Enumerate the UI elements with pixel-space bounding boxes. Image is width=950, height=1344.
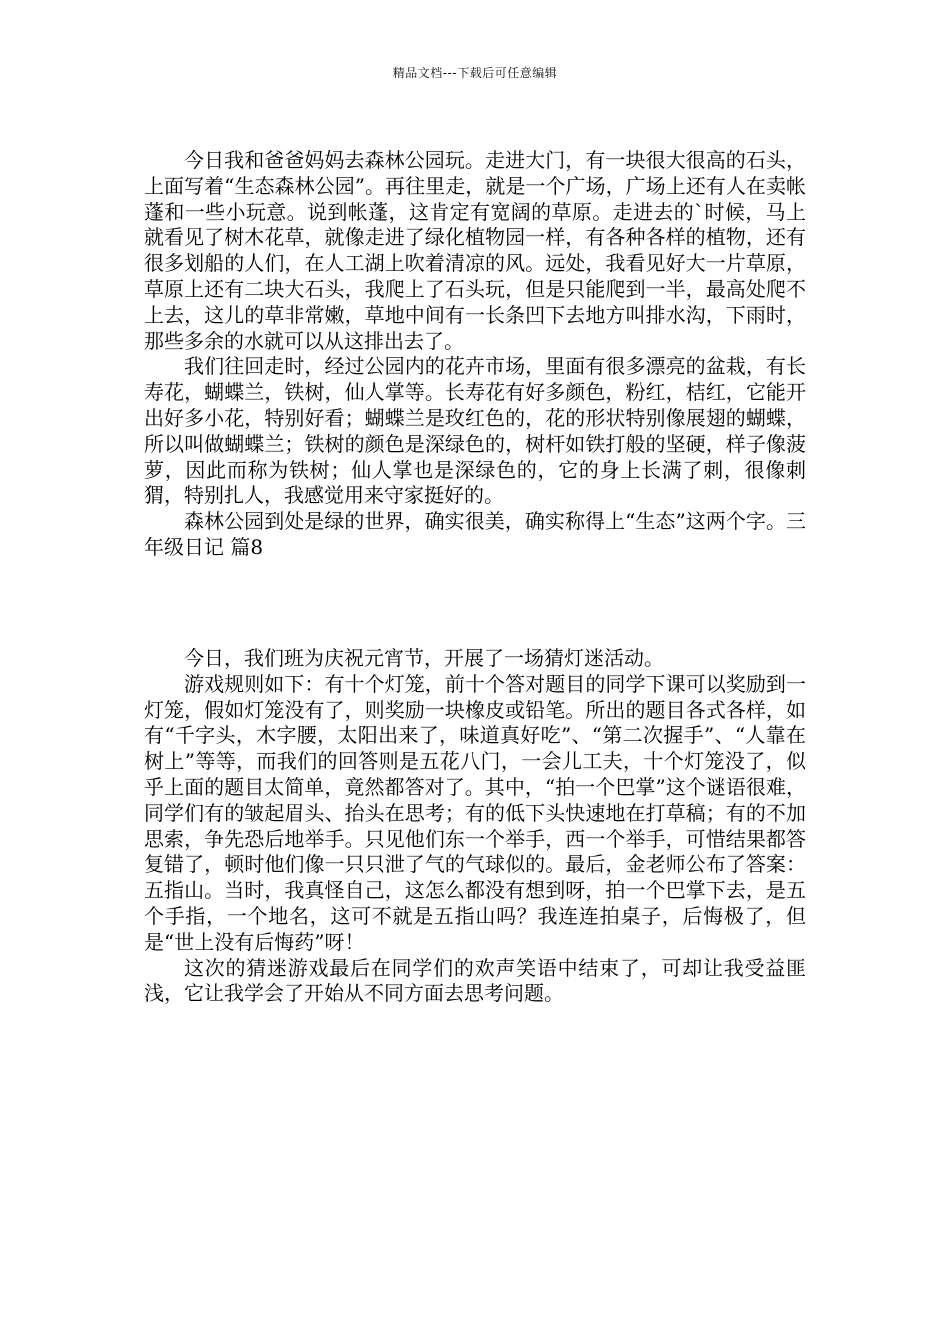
diary-entry-forest-park <box>144 148 806 561</box>
paragraph: 游戏规则如下：有十个灯笼，前十个答对题目的同学下课可以奖励到一灯笼，假如灯笼没有了，则奖励一块橡皮或铅笔。所出的题目各式各样，如有“千字头，木字腰，太阳出来了，味道真好吃”、“第二次握手”、“人靠在树上”等等，而我们的回答则是五花八门，一会儿工夫，十个灯笼没了，似乎上面的题目太简单，竟然都答对了。其中，“拍一个巴掌”这个谜语很难，同学们有的皱起眉头、抬头在思考；有的低下头快速地在打草稿；有的不加思索，争先恐后地举手。只见他们东一个举手，西一个举手，可惜结果都答复错了，顿时他们像一只只泄了气的气球似的。最后，金老师公布了答案：五指山。当时，我真怪自己，这怎么都没有想到呀，拍一个巴掌下去，是五个手指，一个地名，这可不就是五指山吗？我连连拍桌子，后悔极了，但是“世上没有后悔药”呀！ <box>144 671 806 954</box>
paragraph: 我们往回走时，经过公园内的花卉市场，里面有很多漂亮的盆栽，有长寿花，蝴蝶兰，铁树，仙人掌等。长寿花有好多颜色，粉红，桔红，它能开出好多小花，特别好看；蝴蝶兰是玫红色的，花的形状特别像展翅的蝴蝶，所以叫做蝴蝶兰；铁树的颜色是深绿色的，树杆如铁打般的坚硬，样子像菠萝，因此而称为铁树；仙人掌也是深绿色的，它的身上长满了刺，很像刺猬，特别扎人，我感觉用来守家挺好的。 <box>144 354 806 508</box>
paragraph: 森林公园到处是绿的世界，确实很美，确实称得上“生态”这两个字。三年级日记 篇8 <box>144 509 806 559</box>
paragraph: 今日，我们班为庆祝元宵节，开展了一场猜灯迷活动。 <box>184 646 664 670</box>
paragraph: 这次的猜迷游戏最后在同学们的欢声笑语中结束了，可却让我受益匪浅，它让我学会了开始从不同方面去思考问题。 <box>144 955 806 1006</box>
page-header: 精品文档---下载后可任意编辑 <box>392 66 558 80</box>
paragraph: 今日我和爸爸妈妈去森林公园玩。走进大门，有一块很大很高的石头，上面写着“生态森林公园”。再往里走，就是一个广场，广场上还有人在卖帐蓬和一些小玩意。说到帐蓬，这肯定有宽阔的草原。走进去的`时候，马上就看见了树木花草，就像走进了绿化植物园一样，有各种各样的植物，还有很多划船的人们，在人工湖上吹着清凉的风。远处，我看见好大一片草原，草原上还有二块大石头，我爬上了石头玩，但是只能爬到一半，最高处爬不上去，这儿的草非常嫩，草地中间有一长条凹下去地方叫排水沟，下雨时，那些多余的水就可以从这排出去了。 <box>144 148 806 353</box>
diary-entry-lantern-riddles <box>144 646 806 1007</box>
